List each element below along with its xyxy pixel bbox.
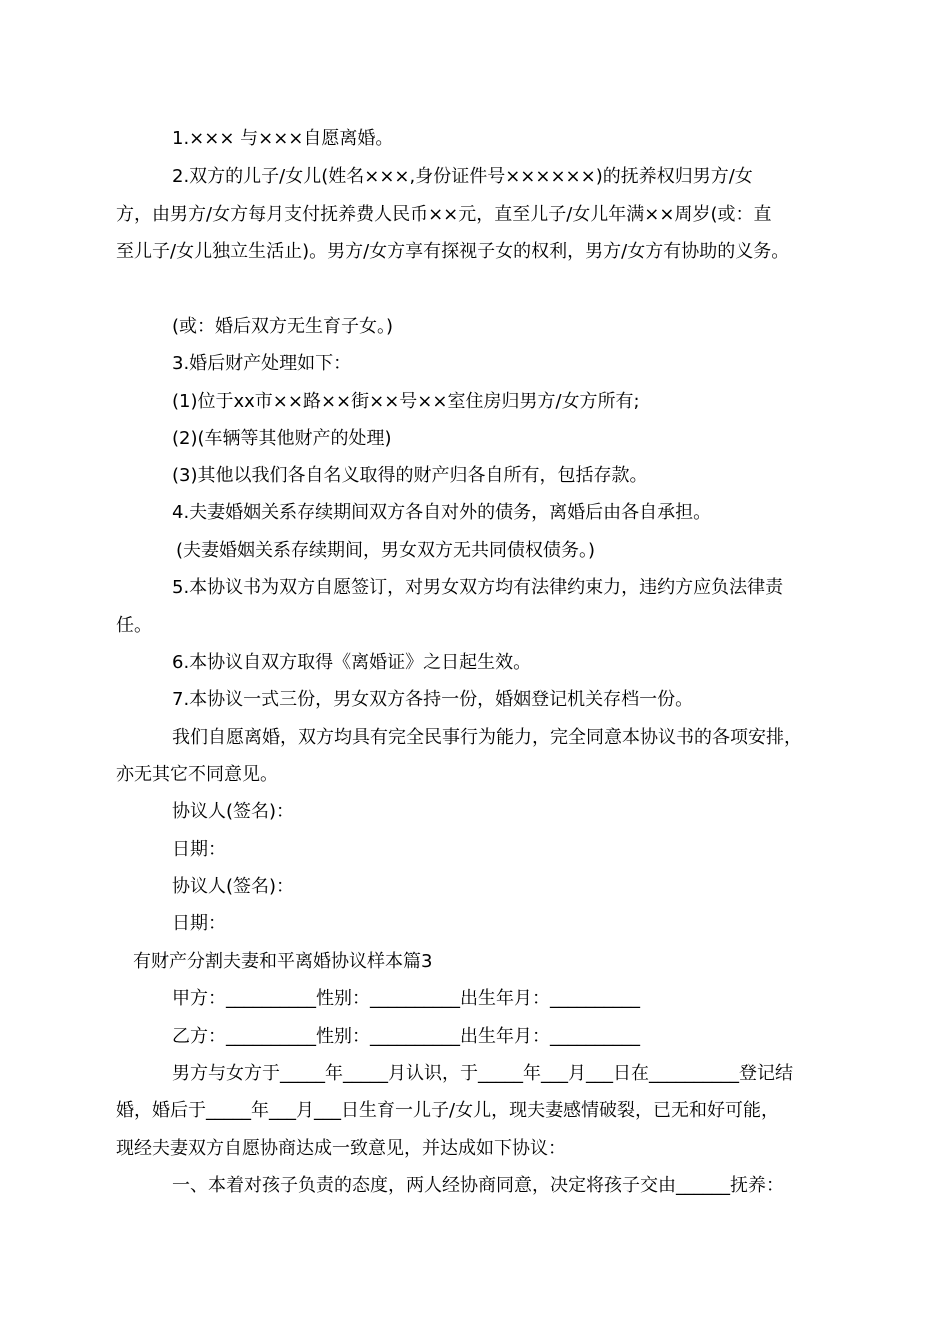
clause-2-note: (或：婚后双方无生育子女。) [172,316,394,337]
signature-label-2: 协议人(签名)： [172,876,295,897]
clause-1: 1.××× 与×××自愿离婚。 [172,128,394,149]
party-a-line: 甲方：__________性别：__________出生年月：__________ [172,988,640,1009]
intro-line-1: 男方与女方于_____年_____月认识，于_____年___月___日在__________登记结 [172,1063,793,1084]
clause-3: 3.婚后财产处理如下： [172,353,352,374]
clause-4: 4.夫妻婚姻关系存续期间双方各自对外的债务，离婚后由各自承担。 [172,502,712,523]
declaration-line-2: 亦无其它不同意见。 [116,764,278,785]
clause-7: 7.本协议一式三份，男女双方各持一份，婚姻登记机关存档一份。 [172,689,694,710]
intro-line-2: 婚，婚后于_____年___月___日生育一儿子/女儿，现夫妻感情破裂，已无和好可能， [116,1100,780,1121]
clause-5-line-2: 任。 [116,615,152,636]
clause-2-line-3: 至儿子/女儿独立生活止)。男方/女方享有探视子女的权利，男方/女方有协助的义务。 [116,241,790,262]
clause-4-note: (夫妻婚姻关系存续期间，男女双方无共同债权债务。) [176,540,596,561]
signature-label-1: 协议人(签名)： [172,801,295,822]
party-b-line: 乙方：__________性别：__________出生年月：__________ [172,1026,640,1047]
article-1: 一、本着对孩子负责的态度，两人经协商同意，决定将孩子交由______抚养： [172,1175,784,1196]
clause-5-line-1: 5.本协议书为双方自愿签订，对男女双方均有法律约束力，违约方应负法律责 [172,577,784,598]
clause-2-line-2: 方，由男方/女方每月支付抚养费人民币××元，直至儿子/女儿年满××周岁(或：直 [116,204,772,225]
clause-3-item-1: (1)位于xx市××路××街××号××室住房归男方/女方所有; [172,391,640,412]
clause-6: 6.本协议自双方取得《离婚证》之日起生效。 [172,652,532,673]
declaration-line-1: 我们自愿离婚，双方均具有完全民事行为能力，完全同意本协议书的各项安排， [172,727,802,748]
clause-2-line-1: 2.双方的儿子/女儿(姓名×××,身份证件号××××××)的抚养权归男方/女 [172,166,753,187]
clause-3-item-2: (2)(车辆等其他财产的处理) [172,428,392,449]
date-label-2: 日期： [172,913,226,934]
intro-line-3: 现经夫妻双方自愿协商达成一致意见，并达成如下协议： [116,1138,566,1159]
clause-3-item-3: (3)其他以我们各自名义取得的财产归各自所有，包括存款。 [172,465,648,486]
section-title: 有财产分割夫妻和平离婚协议样本篇3 [133,951,433,972]
date-label-1: 日期： [172,839,226,860]
